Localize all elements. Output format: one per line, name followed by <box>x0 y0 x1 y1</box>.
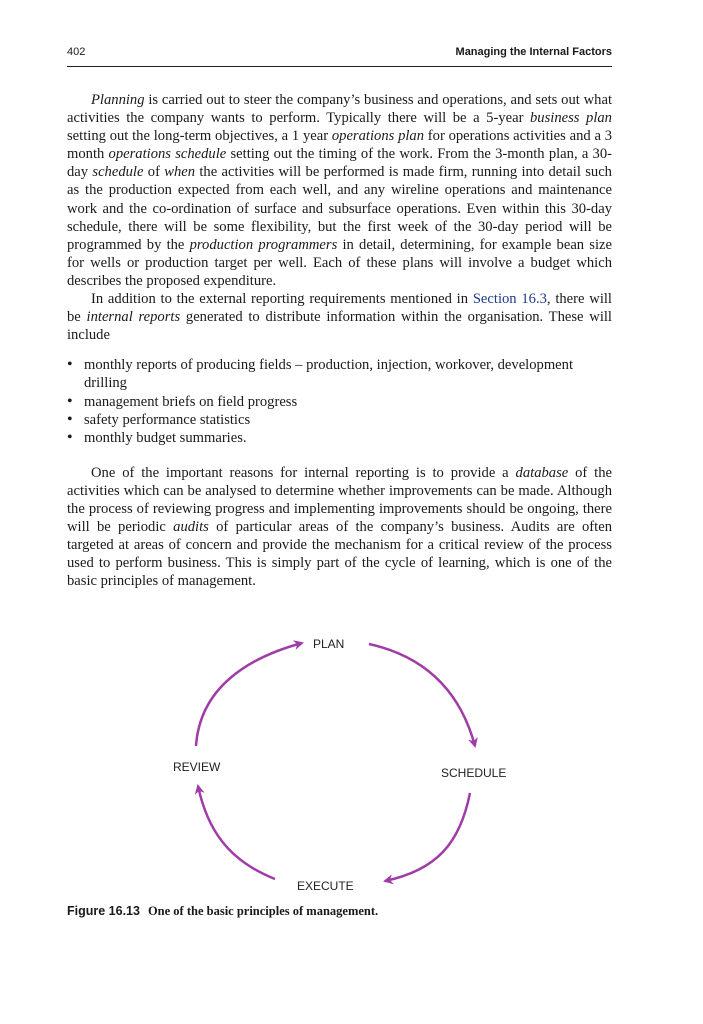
text-run: for operations activities and a 3 month <box>67 128 613 163</box>
report-list <box>67 356 612 446</box>
list-item: • monthly reports of producing fields – production, injection, workover, development drilling <box>67 356 612 392</box>
list-item: • safety performance statistics <box>67 411 612 429</box>
arrow-review-to-plan <box>196 643 302 746</box>
paragraph-planning <box>67 91 612 290</box>
text-run: , there will be <box>67 291 612 326</box>
term-schedule: schedule <box>92 164 144 181</box>
list-item: • management briefs on field progress <box>67 393 612 411</box>
text-run: setting out the long-term objectives, a 1 year <box>67 128 332 145</box>
term-audits: audits <box>173 519 209 536</box>
page-number: 402 <box>67 46 86 58</box>
running-header <box>67 44 612 67</box>
label-review: REVIEW <box>173 760 221 774</box>
arrow-schedule-to-execute <box>385 793 470 881</box>
term-planning: Planning <box>91 92 145 108</box>
text-run: In addition to the external reporting requirements mentioned in <box>91 291 473 308</box>
term-business-plan: business plan <box>530 110 612 127</box>
text-run: of particular areas of the company’s business. Audits are often targeted at areas of concern and provide the mechanism for a critical review of the process used to perform business. This is simply part of the cycle of learning, which is one of the basic principles of management. <box>67 519 612 590</box>
term-production-programmers: production programmers <box>189 236 338 253</box>
term-internal-reports: internal reports <box>86 309 181 326</box>
paragraph-internal-reports <box>67 290 612 344</box>
arrow-execute-to-review <box>198 786 275 879</box>
text-run: of the activities which can be analysed to determine whether improvements can be made. Although the process of reviewing progress and implementing improvements should be ongoing, there will be periodic <box>67 464 612 536</box>
running-title: Managing the Internal Factors <box>455 46 612 58</box>
text-run: the activities will be performed is made firm, running into detail such as the production expected from each well, and any wireline operations and maintenance work and the co-ordination of surface and subsurface operations. Even within this 30-day schedule, there will be some flexibility, but the first week of the 30-day period will be programmed by the <box>67 164 612 253</box>
body-text <box>67 91 612 590</box>
list-item: • monthly budget summaries. <box>67 429 612 447</box>
text-run: in detail, determining, for example bean size for wells or production target per well. Each of these plans will involve a budget which describes the proposed expenditure. <box>67 236 612 289</box>
figure-caption-text: One of the basic principles of management. <box>147 904 379 918</box>
text-run: setting out the timing of the work. From the 3-month plan, a 30-day <box>67 146 612 181</box>
paragraph-audits <box>67 464 612 591</box>
text-run: One of the important reasons for internal reporting is to provide a <box>91 464 516 481</box>
cycle-diagram <box>67 628 612 908</box>
management-cycle-figure <box>67 628 612 908</box>
arrow-plan-to-schedule <box>369 644 475 746</box>
figure-caption <box>67 904 612 919</box>
label-plan: PLAN <box>313 637 345 651</box>
label-schedule: SCHEDULE <box>441 766 507 780</box>
term-operations-schedule: operations schedule <box>108 146 227 163</box>
term-operations-plan: operations plan <box>331 128 425 145</box>
text-run: is carried out to steer the company’s business and operations, and sets out what activities the company wants to perform. Typically there will be a 5-year <box>67 92 612 127</box>
label-execute: EXECUTE <box>297 879 354 893</box>
figure-number: Figure 16.13 <box>67 904 140 918</box>
text-run: generated to distribute information within the organisation. These will include <box>67 309 612 344</box>
section-link[interactable]: Section 16.3 <box>472 291 547 308</box>
term-when: when <box>164 164 196 181</box>
text-run: of <box>143 164 165 181</box>
term-database: database <box>515 464 569 481</box>
